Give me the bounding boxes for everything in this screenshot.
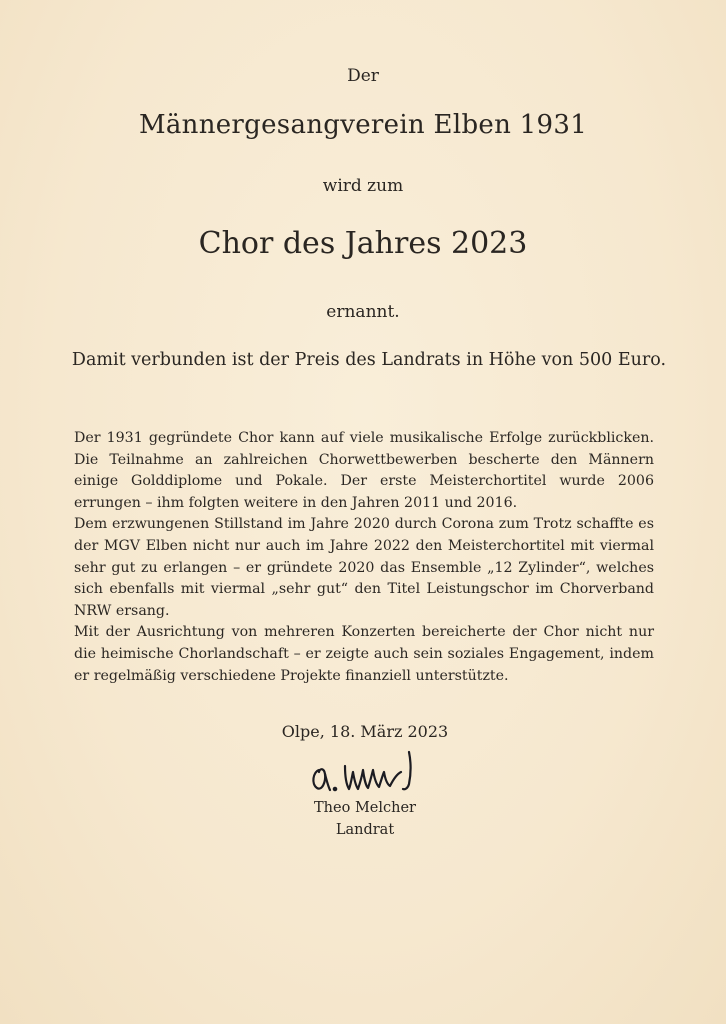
certificate-body: [74, 428, 654, 687]
signer-name: Theo Melcher: [314, 800, 416, 816]
place-date: Olpe, 18. März 2023: [281, 722, 449, 741]
intro-text: Der: [347, 66, 379, 86]
named-text: ernannt.: [326, 302, 400, 322]
body-paragraph: Mit der Ausrichtung von mehreren Konzerten bereicherte der Chor nicht nur die heimische Chorlandschaft – er zeigte auch sein soziales Engagement, indem er regelmäßig verschiedene Projekte finanziell unterstützte.: [74, 624, 654, 684]
signer-role: Landrat: [335, 822, 395, 838]
prize-line: Damit verbunden ist der Preis des Landrats in Höhe von 500 Euro.: [71, 350, 667, 370]
handwritten-signature: [305, 748, 425, 796]
club-name: Männergesangverein Elben 1931: [138, 110, 588, 140]
body-paragraph: Der 1931 gegründete Chor kann auf viele musikalische Erfolge zurückblicken. Die Teilnahme an zahlreichen Chorwettbewerben bescherte den Männern einige Golddiplome und Pokale. Der erste Meisterchortitel wurde 2006 errungen – ihm folgten weitere in den Jahren 2011 und 2016.: [74, 430, 654, 511]
award-title: Chor des Jahres 2023: [198, 226, 528, 261]
becomes-text: wird zum: [322, 176, 404, 196]
body-paragraph: Dem erzwungenen Stillstand im Jahre 2020 durch Corona zum Trotz schaffte es der MGV Elben nicht nur auch im Jahre 2022 den Meisterchortitel mit viermal sehr gut zu erlangen – er gründete 2020 das Ensemble „12 Zylinder“, welches sich ebenfalls mit viermal „sehr gut“ den Titel Leistungschor im Chorverband NRW ersang.: [74, 516, 654, 619]
